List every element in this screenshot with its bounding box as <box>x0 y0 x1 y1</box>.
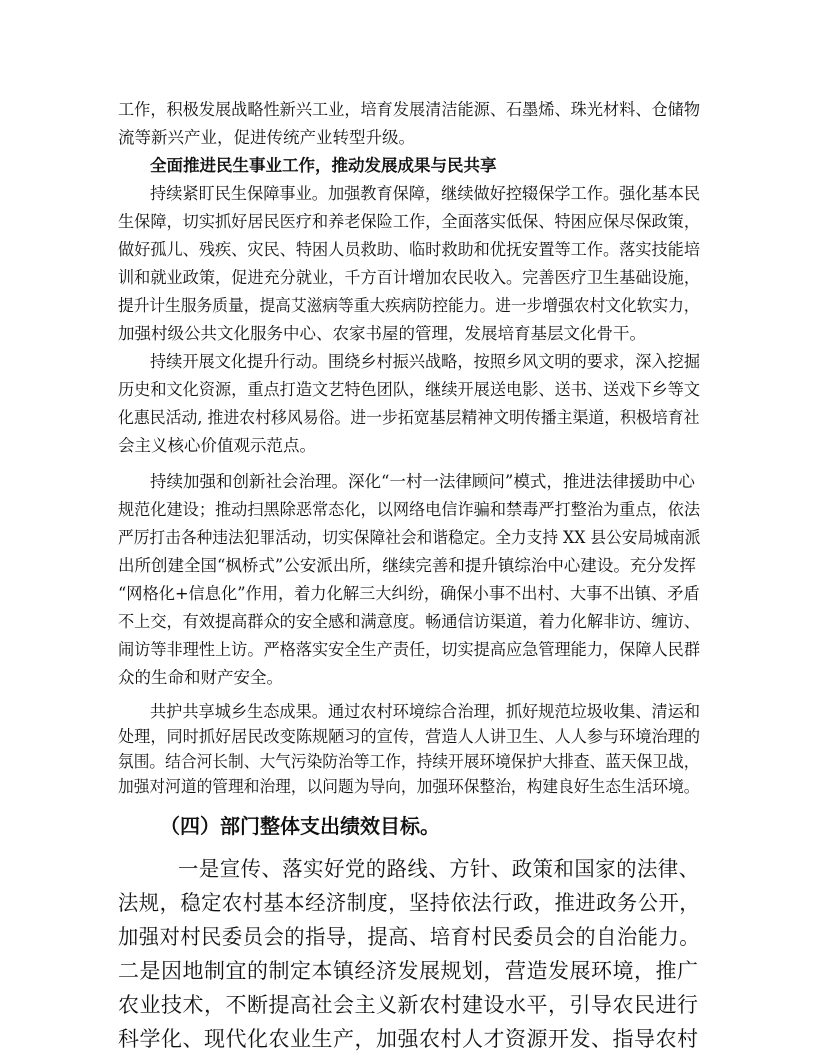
paragraph-line: 加强村级公共文化服务中心、农家书屋的管理，发展培育基层文化骨干。 <box>118 324 646 343</box>
paragraph-line-large: 农业技术，不断提高社会主义新农村建设水平，引导农民进行 <box>118 993 699 1017</box>
paragraph-line: 出所创建全国“枫桥式”公安派出所，继续完善和提升镇综治中心建设。充分发挥 <box>118 556 696 575</box>
paragraph-line: 加强对河道的管理和治理，以问题为导向，加强环保整治，构建良好生态生活环境。 <box>118 777 700 796</box>
paragraph-line: 生保障，切实抓好居民医疗和养老保险工作，全面落实低保、特困应保尽保政策， <box>118 212 701 231</box>
paragraph-line: 提升计生服务质量，提高艾滋病等重大疾病防控能力。进一步增强农村文化软实力， <box>118 296 700 315</box>
paragraph-line: “网格化+信息化”作用，着力化解三大纠纷，确保小事不出村、大事不出镇、矛盾 <box>118 584 700 603</box>
paragraph-line: 氛围。结合河长制、大气污染防治等工作，持续开展环境保护大排查、蓝天保卫战， <box>118 752 700 771</box>
paragraph-line-large: 科学化、现代化农业生产，加强农村人才资源开发、指导农村 <box>118 1027 699 1051</box>
paragraph-line: 处理，同时抓好居民改变陈规陋习的宣传，营造人人讲卫生、人人参与环境治理的 <box>118 727 701 746</box>
paragraph-line-large: 加强对村民委员会的指导，提高、培育村民委员会的自治能力。 <box>118 925 701 949</box>
paragraph-line: 化惠民活动, 推进农村移风易俗。进一步拓宽基层精神文明传播主渠道，积极培育社 <box>118 408 700 427</box>
section-heading-4: （四）部门整体支出绩效目标。 <box>160 814 440 838</box>
paragraph-line: 工作，积极发展战略性新兴工业，培育发展清洁能源、石墨烯、珠光材料、仓储物 <box>118 100 701 119</box>
paragraph-line-large: 法规，稳定农村基本经济制度，坚持依法行政，推进政务公开， <box>118 891 701 915</box>
paragraph-line: 持续加强和创新社会治理。深化“一村一法律顾问”模式，推进法律援助中心 <box>150 472 695 491</box>
paragraph-line: 闹访等非理性上访。严格落实安全生产责任，切实提高应急管理能力，保障人民群 <box>118 640 701 659</box>
paragraph-line: 历史和文化资源，重点打造文艺特色团队，继续开展送电影、送书、送戏下乡等文 <box>118 380 701 399</box>
paragraph-line: 持续紧盯民生保障事业。加强教育保障，继续做好控辍保学工作。强化基本民 <box>150 184 701 203</box>
paragraph-line: 规范化建设；推动扫黑除恶常态化，以网络电信诈骗和禁毒严打整治为重点，依法 <box>118 500 701 519</box>
paragraph-line-large: 一是宣传、落实好党的路线、方针、政策和国家的法律、 <box>178 857 700 881</box>
paragraph-line: 严厉打击各种违法犯罪活动，切实保障社会和谐稳定。全力支持 XX 县公安局城南派 <box>118 528 701 547</box>
paragraph-line-large: 二是因地制宜的制定本镇经济发展规划，营造发展环境，推广 <box>118 959 699 983</box>
paragraph-line: 持续开展文化提升行动。围绕乡村振兴战略，按照乡风文明的要求，深入挖掘 <box>150 352 701 371</box>
paragraph-line: 会主义核心价值观示范点。 <box>118 436 316 455</box>
paragraph-line: 训和就业政策，促进充分就业，千方百计增加农民收入。完善医疗卫生基础设施， <box>118 268 701 287</box>
section-heading: 全面推进民生事业工作，推动发展成果与民共享 <box>150 156 497 175</box>
paragraph-line: 不上交，有效提高群众的安全感和满意度。畅通信访渠道，着力化解非访、缠访、 <box>118 612 701 631</box>
paragraph-line: 共护共享城乡生态成果。通过农村环境综合治理，抓好规范垃圾收集、清运和 <box>150 702 701 721</box>
paragraph-line: 众的生命和财产安全。 <box>118 668 283 687</box>
paragraph-line: 流等新兴产业，促进传统产业转型升级。 <box>118 128 415 147</box>
paragraph-line: 做好孤儿、残疾、灾民、特困人员救助、临时救助和优抚安置等工作。落实技能培 <box>118 240 701 259</box>
